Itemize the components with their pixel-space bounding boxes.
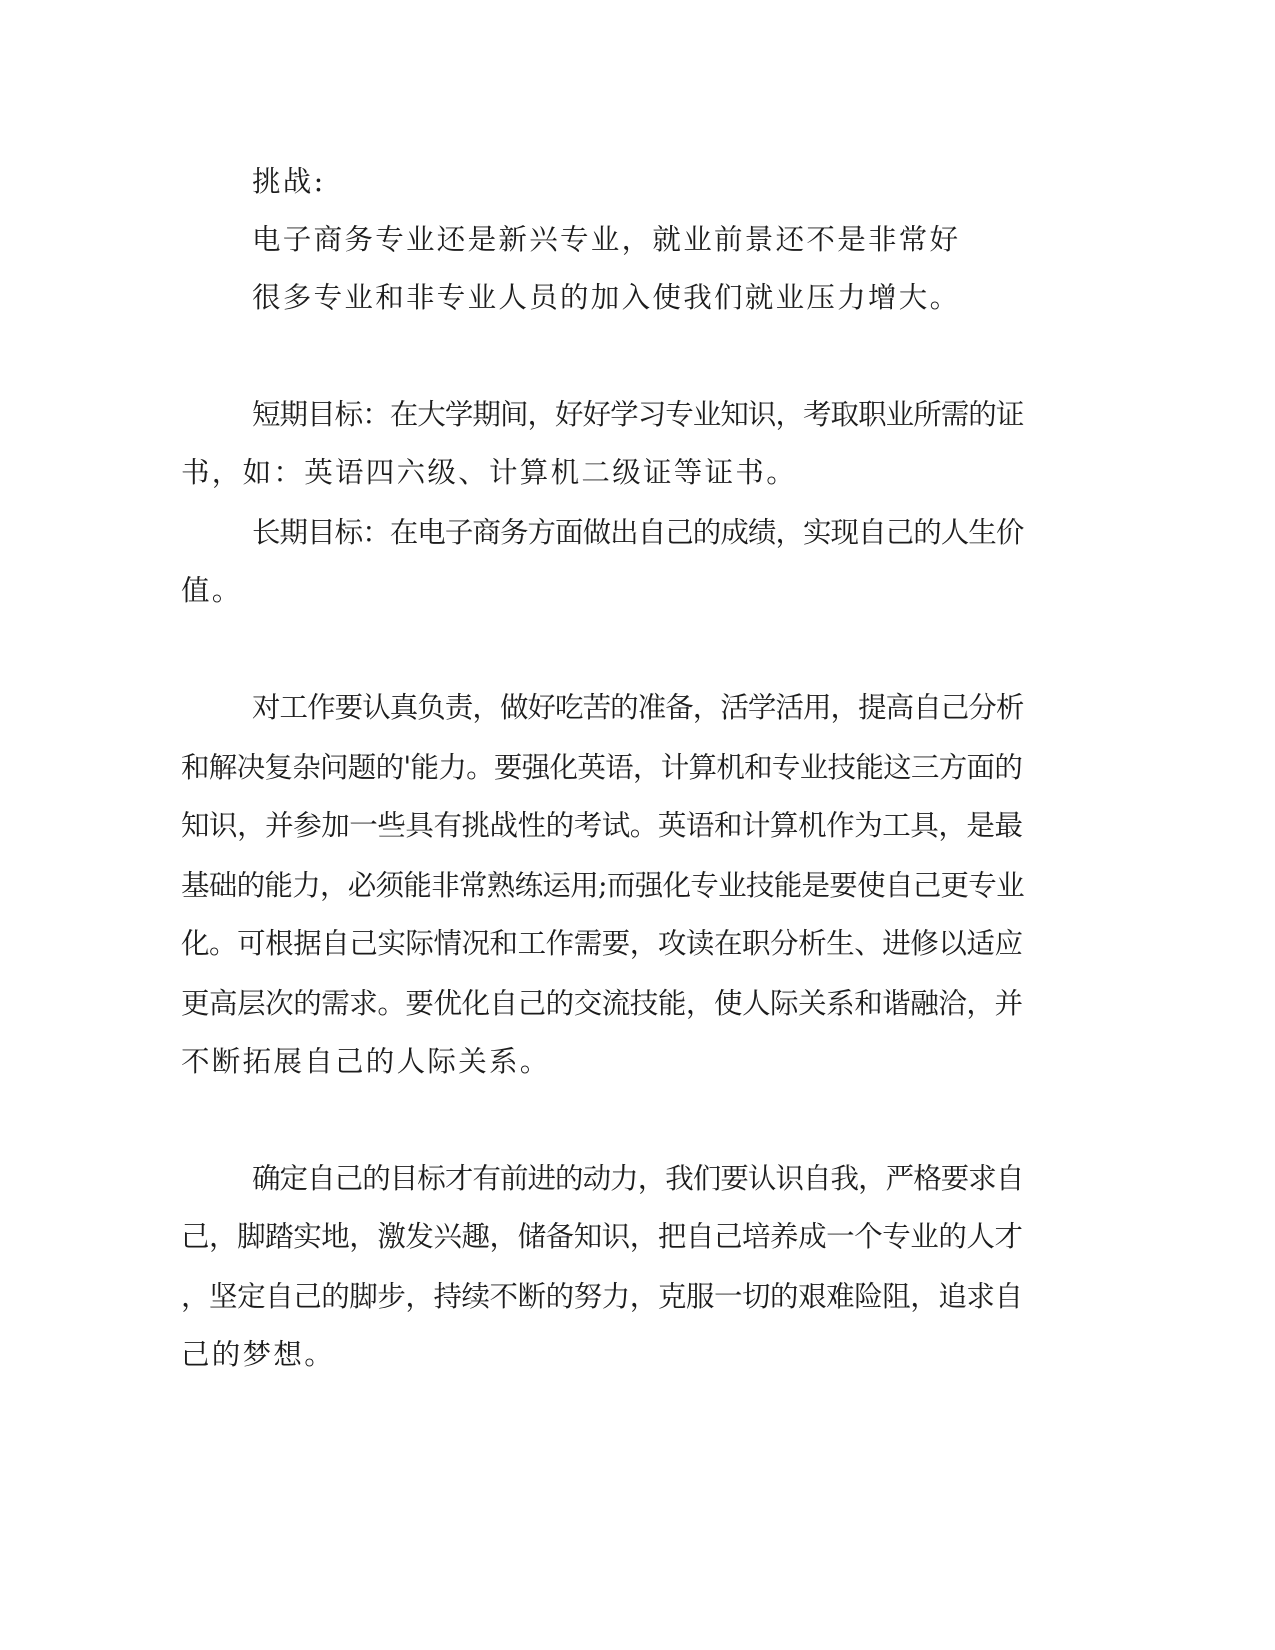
plan-paragraph-line-3: 知识，并参加一些具有挑战性的考试。英语和计算机作为工具，是最: [181, 809, 1023, 842]
plan-paragraph-line-4: 基础的能力，必须能非常熟练运用;而强化专业技能是要使自己更专业: [181, 869, 1024, 902]
conclusion-line-2: 己，脚踏实地，激发兴趣，储备知识，把自己培养成一个专业的人才: [181, 1220, 1023, 1253]
challenge-line-2: 很多专业和非专业人员的加入使我们就业压力增大。: [252, 281, 961, 314]
long-term-goal-line-2: 值。: [181, 574, 243, 607]
long-term-goal-line-1: 长期目标：在电子商务方面做出自己的成绩，实现自己的人生价: [252, 516, 1024, 549]
challenge-heading: 挑战:: [252, 165, 326, 198]
conclusion-line-1: 确定自己的目标才有前进的动力，我们要认识自我，严格要求自: [252, 1162, 1024, 1195]
challenge-line-1: 电子商务专业还是新兴专业，就业前景还不是非常好: [252, 223, 961, 256]
conclusion-line-4: 己的梦想。: [181, 1338, 336, 1371]
short-term-goal-line-2: 书，如：英语四六级、计算机二级证等证书。: [181, 456, 798, 489]
plan-paragraph-line-6: 更高层次的需求。要优化自己的交流技能，使人际关系和谐融洽，并: [181, 987, 1023, 1020]
conclusion-line-3: ，坚定自己的脚步，持续不断的努力，克服一切的艰难险阻，追求自: [181, 1280, 1023, 1313]
short-term-goal-line-1: 短期目标：在大学期间，好好学习专业知识，考取职业所需的证: [252, 398, 1024, 431]
plan-paragraph-line-2: 和解决复杂问题的'能力。要强化英语，计算机和专业技能这三方面的: [181, 751, 1023, 784]
plan-paragraph-line-5: 化。可根据自己实际情况和工作需要，攻读在职分析生、进修以适应: [181, 927, 1023, 960]
plan-paragraph-line-7: 不断拓展自己的人际关系。: [181, 1045, 551, 1078]
plan-paragraph-line-1: 对工作要认真负责，做好吃苦的准备，活学活用，提高自己分析: [252, 691, 1024, 724]
